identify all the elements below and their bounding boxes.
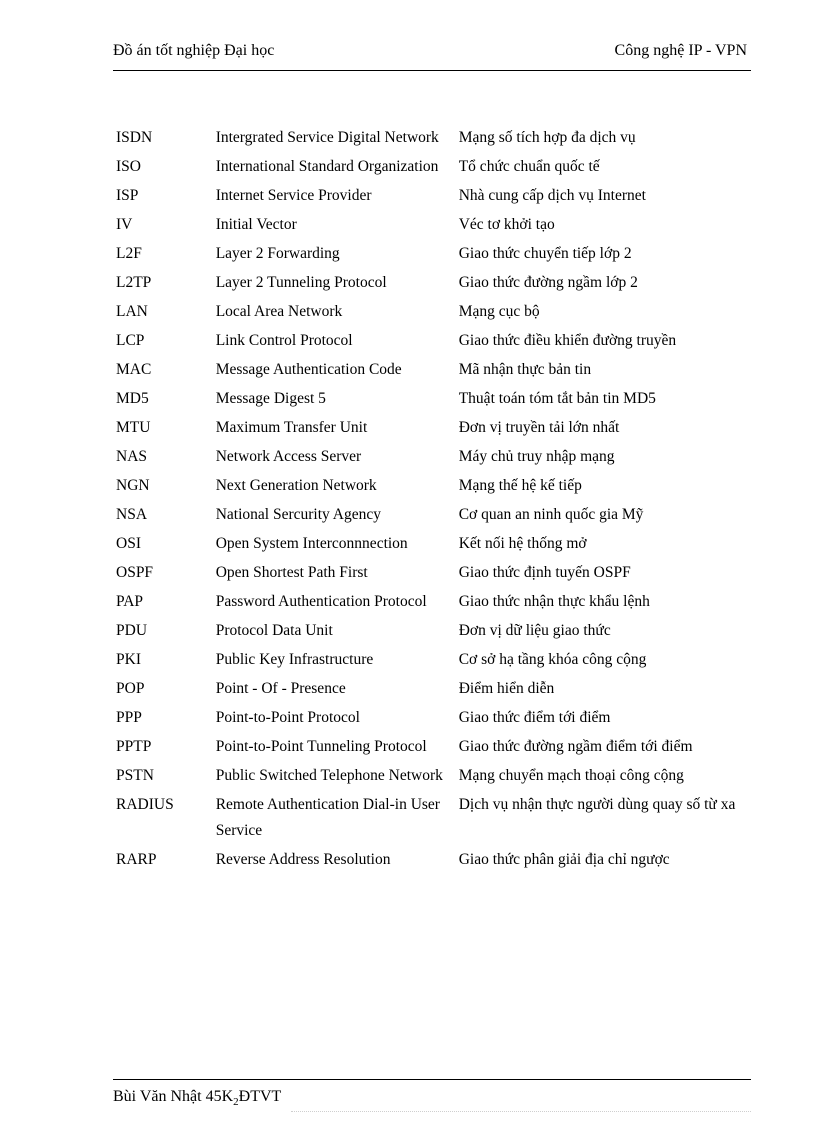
footer-subscript: 2	[233, 1096, 239, 1109]
english-term-cell: Initial Vector	[215, 216, 297, 233]
abbreviation-cell: ISDN	[116, 129, 153, 146]
english-term-cell: Password Authentication Protocol	[215, 593, 427, 610]
vietnamese-term-cell: Mạng cục bộ	[458, 303, 540, 320]
table-row	[113, 763, 753, 792]
english-term-cell: Intergrated Service Digital Network	[215, 129, 439, 146]
table-row	[113, 502, 753, 531]
vietnamese-term-cell: Giao thức đường ngầm lớp 2	[458, 274, 638, 291]
english-term-cell: Reverse Address Resolution	[215, 851, 391, 868]
english-term-cell: National Sercurity Agency	[215, 506, 381, 523]
vietnamese-term-cell: Đơn vị dữ liệu giao thức	[458, 622, 611, 639]
vietnamese-term-cell: Điểm hiển diễn	[458, 680, 555, 697]
abbreviation-cell: PSTN	[116, 767, 154, 784]
vietnamese-term-cell: Thuật toán tóm tắt bản tin MD5	[458, 390, 656, 407]
table-row	[113, 415, 753, 444]
english-term-cell: Internet Service Provider	[215, 187, 372, 204]
table-row	[113, 473, 753, 502]
english-term-cell: Maximum Transfer Unit	[215, 419, 368, 436]
vietnamese-term-cell: Cơ quan an ninh quốc gia Mỹ	[458, 506, 644, 523]
english-term-cell: Message Authentication Code	[215, 361, 402, 378]
table-row	[113, 560, 753, 589]
table-row	[113, 734, 753, 763]
vietnamese-term-cell: Giao thức nhận thực khẩu lệnh	[458, 593, 650, 610]
english-term-cell: Open System Interconnnection	[215, 535, 408, 552]
abbreviation-cell: POP	[116, 680, 145, 697]
table-row	[113, 444, 753, 473]
footer-class: ĐTVT	[238, 1088, 282, 1105]
table-row	[113, 676, 753, 705]
table-row	[113, 183, 753, 212]
table-row	[113, 647, 753, 676]
english-term-cell: Network Access Server	[215, 448, 362, 465]
table-row	[113, 589, 753, 618]
vietnamese-term-cell: Mạng chuyển mạch thoại công cộng	[458, 767, 684, 784]
abbreviation-cell: PAP	[116, 593, 144, 610]
header-subject: Công nghệ IP - VPN	[614, 42, 747, 59]
table-row	[113, 705, 753, 734]
abbreviation-cell: OSI	[116, 535, 141, 552]
english-term-cell: Public Key Infrastructure	[215, 651, 374, 668]
vietnamese-term-cell: Véc tơ khởi tạo	[458, 216, 555, 233]
abbreviation-cell: NAS	[116, 448, 148, 465]
english-term-cell: Next Generation Network	[215, 477, 377, 494]
table-row	[113, 357, 753, 386]
vietnamese-term-cell: Kết nối hệ thống mở	[458, 535, 587, 552]
vietnamese-term-cell: Mạng số tích hợp đa dịch vụ	[458, 129, 636, 146]
abbreviation-cell: MTU	[116, 419, 151, 436]
abbreviation-table-body	[113, 125, 753, 876]
abbreviation-cell: RADIUS	[116, 796, 174, 813]
table-row	[113, 154, 753, 183]
english-term-cell: Remote Authentication Dial-in User Service	[215, 796, 440, 839]
abbreviation-cell: LAN	[116, 303, 148, 320]
vietnamese-term-cell: Mạng thế hệ kế tiếp	[458, 477, 582, 494]
table-row	[113, 531, 753, 560]
table-row	[113, 270, 753, 299]
table-row	[113, 212, 753, 241]
header-title: Đồ án tốt nghiệp Đại học	[113, 42, 275, 59]
english-term-cell: Point-to-Point Tunneling Protocol	[215, 738, 427, 755]
english-term-cell: Link Control Protocol	[215, 332, 353, 349]
abbreviation-cell: PKI	[116, 651, 141, 668]
table-row	[113, 241, 753, 270]
page-footer	[113, 1079, 751, 1108]
english-term-cell: Point-to-Point Protocol	[215, 709, 360, 726]
english-term-cell: Message Digest 5	[215, 390, 326, 407]
english-term-cell: Local Area Network	[215, 303, 343, 320]
table-row	[113, 792, 753, 847]
english-term-cell: Point - Of - Presence	[215, 680, 346, 697]
footer-author: Bùi Văn Nhật 45K	[113, 1088, 234, 1105]
vietnamese-term-cell: Giao thức đường ngầm điểm tới điểm	[458, 738, 693, 755]
abbreviation-cell: NSA	[116, 506, 148, 523]
vietnamese-term-cell: Giao thức điều khiển đường truyền	[458, 332, 677, 349]
english-term-cell: Protocol Data Unit	[215, 622, 333, 639]
abbreviation-cell: L2TP	[116, 274, 152, 291]
english-term-cell: Public Switched Telephone Network	[215, 767, 443, 784]
abbreviation-cell: MD5	[116, 390, 149, 407]
vietnamese-term-cell: Giao thức điểm tới điểm	[458, 709, 611, 726]
english-term-cell: Layer 2 Forwarding	[215, 245, 340, 262]
table-row	[113, 386, 753, 415]
abbreviation-cell: ISP	[116, 187, 139, 204]
vietnamese-term-cell: Tổ chức chuẩn quốc tế	[458, 158, 600, 175]
table-row	[113, 847, 753, 876]
vietnamese-term-cell: Giao thức định tuyến OSPF	[458, 564, 631, 581]
abbreviation-cell: L2F	[116, 245, 142, 262]
table-row	[113, 125, 753, 154]
abbreviation-cell: PDU	[116, 622, 148, 639]
vietnamese-term-cell: Mã nhận thực bản tin	[458, 361, 592, 378]
abbreviation-cell: NGN	[116, 477, 150, 494]
vietnamese-term-cell: Máy chủ truy nhập mạng	[458, 448, 615, 465]
english-term-cell: Layer 2 Tunneling Protocol	[215, 274, 387, 291]
vietnamese-term-cell: Đơn vị truyền tải lớn nhất	[458, 419, 620, 436]
page-header	[113, 42, 751, 71]
abbreviation-cell: RARP	[116, 851, 157, 868]
vietnamese-term-cell: Nhà cung cấp dịch vụ Internet	[458, 187, 646, 204]
abbreviation-cell: MAC	[116, 361, 152, 378]
table-row	[113, 328, 753, 357]
table-row	[113, 618, 753, 647]
abbreviation-cell: IV	[116, 216, 133, 233]
vietnamese-term-cell: Cơ sở hạ tầng khóa công cộng	[458, 651, 647, 668]
abbreviation-cell: PPP	[116, 709, 142, 726]
table-row	[113, 299, 753, 328]
abbreviation-cell: ISO	[116, 158, 141, 175]
english-term-cell: Open Shortest Path First	[215, 564, 368, 581]
vietnamese-term-cell: Dịch vụ nhận thực người dùng quay số từ xa	[458, 796, 736, 813]
footer-dotted-rule	[291, 1111, 751, 1112]
vietnamese-term-cell: Giao thức chuyển tiếp lớp 2	[458, 245, 632, 262]
english-term-cell: International Standard Organization	[215, 158, 439, 175]
abbreviation-table	[113, 125, 753, 876]
abbreviation-cell: LCP	[116, 332, 145, 349]
abbreviation-cell: OSPF	[116, 564, 154, 581]
vietnamese-term-cell: Giao thức phân giải địa chỉ ngược	[458, 851, 670, 868]
abbreviation-cell: PPTP	[116, 738, 152, 755]
